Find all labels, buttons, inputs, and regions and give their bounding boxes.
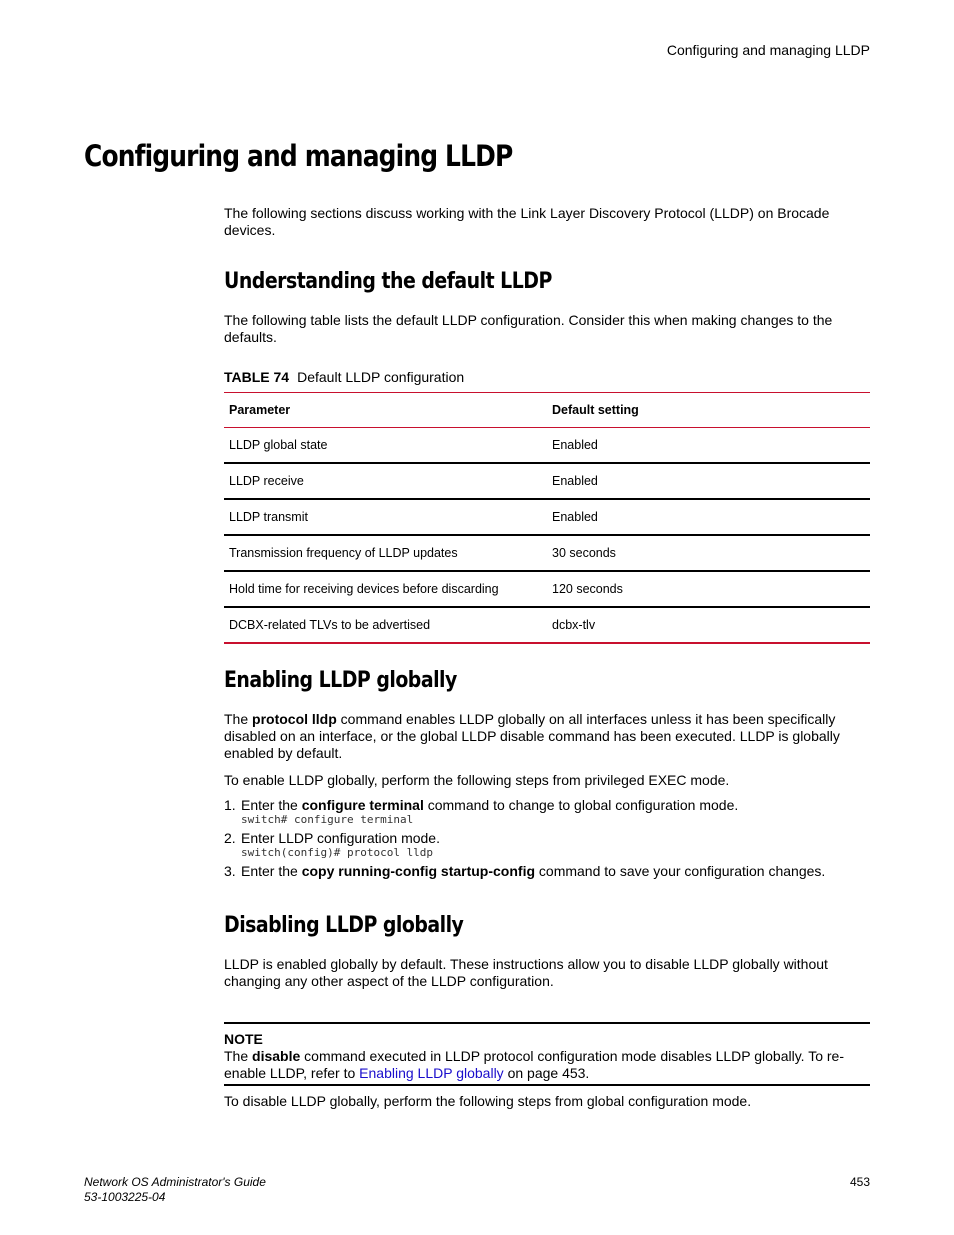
table-cell-parameter: LLDP transmit [229, 510, 308, 524]
table-row [224, 463, 870, 499]
section-heading-enabling-lldp: Enabling LLDP globally [224, 668, 457, 693]
enable-steps-list [224, 797, 864, 879]
table-row [224, 571, 870, 607]
default-lldp-paragraph: The following table lists the default LLDP configuration. Consider this when making changes to the defaults. [224, 312, 833, 345]
table-row [224, 607, 870, 643]
enabling-lldp-paragraph [224, 711, 854, 762]
table-cell-default: dcbx-tlv [552, 618, 596, 632]
table-cell-parameter: LLDP global state [229, 438, 328, 452]
table-cell-default: Enabled [552, 510, 598, 524]
table-cell-default: 30 seconds [552, 546, 616, 560]
enabling-text-pre: The [224, 711, 253, 727]
step-number: 1. [224, 797, 236, 813]
step-text-post: command to save your configuration changes. [535, 863, 826, 879]
enabling-lldp-instructions: To enable LLDP globally, perform the following steps from privileged EXEC mode. [224, 772, 730, 788]
step-command: configure terminal [301, 797, 424, 813]
step-text-post: command to change to global configuration mode. [423, 797, 739, 813]
table-cell-parameter: Transmission frequency of LLDP updates [229, 546, 458, 560]
note-text-post: on page 453. [503, 1065, 590, 1081]
running-header: Configuring and managing LLDP [666, 42, 870, 58]
list-item [224, 830, 864, 859]
footer-book-title: Network OS Administrator's Guide [84, 1175, 266, 1189]
note-title: NOTE [224, 1031, 263, 1047]
footer-doc-number: 53-1003225-04 [84, 1190, 166, 1204]
section-heading-disabling-lldp: Disabling LLDP globally [224, 913, 464, 938]
page-title: Configuring and managing LLDP [84, 139, 513, 173]
table-cell-parameter: DCBX-related TLVs to be advertised [229, 618, 431, 632]
table-cell-parameter: Hold time for receiving devices before discarding [229, 582, 499, 596]
disabling-lldp-instructions: To disable LLDP globally, perform the following steps from global configuration mode. [224, 1093, 752, 1109]
protocol-lldp-command: protocol lldp [252, 711, 337, 727]
intro-paragraph: The following sections discuss working with the Link Layer Discovery Protocol (LLDP) on Brocade devices. [224, 205, 830, 238]
list-item [224, 797, 864, 826]
table-caption [224, 369, 464, 385]
note-text [224, 1048, 870, 1082]
step-number: 3. [224, 863, 236, 879]
table-cell-default: Enabled [552, 474, 598, 488]
column-header-default-setting: Default setting [552, 403, 639, 417]
column-header-parameter: Parameter [229, 403, 291, 417]
default-lldp-table [224, 392, 870, 644]
note-box [224, 1022, 870, 1086]
enabling-text-post: command enables LLDP globally on all interfaces unless it has been specifically disabled on an interface, or the global LLDP disable command has been executed. LLDP is globally enabled by default. [224, 711, 840, 761]
table-cell-default: Enabled [552, 438, 598, 452]
table-row [224, 499, 870, 535]
step-number: 2. [224, 830, 236, 846]
table-cell-parameter: LLDP receive [229, 474, 304, 488]
table-row [224, 428, 870, 464]
table-cell-default: 120 seconds [552, 582, 623, 596]
code-example: switch(config)# protocol lldp [241, 846, 434, 859]
step-text: Enter the [241, 797, 302, 813]
disabling-lldp-paragraph: LLDP is enabled globally by default. These instructions allow you to disable LLDP globally without changing any other aspect of the LLDP configuration. [224, 956, 828, 989]
enabling-lldp-link[interactable]: Enabling LLDP globally [359, 1065, 504, 1081]
table-label: TABLE 74 [224, 369, 290, 385]
step-command: copy running-config startup-config [301, 863, 536, 879]
note-text-pre: The [224, 1048, 253, 1064]
table-row [224, 535, 870, 571]
table-caption-text: Default LLDP configuration [297, 369, 465, 385]
disable-command: disable [252, 1048, 301, 1064]
footer-left [84, 1175, 266, 1205]
list-item [224, 863, 864, 879]
code-example: switch# configure terminal [241, 813, 414, 826]
table-header-row [224, 393, 870, 428]
page-number: 453 [849, 1175, 870, 1189]
note-text-mid: command executed in LLDP protocol configuration mode disables LLDP globally. To re-enable LLDP, refer to [224, 1048, 844, 1081]
section-heading-default-lldp: Understanding the default LLDP [224, 269, 552, 294]
step-text: Enter LLDP configuration mode. [241, 830, 440, 846]
step-text: Enter the [241, 863, 302, 879]
